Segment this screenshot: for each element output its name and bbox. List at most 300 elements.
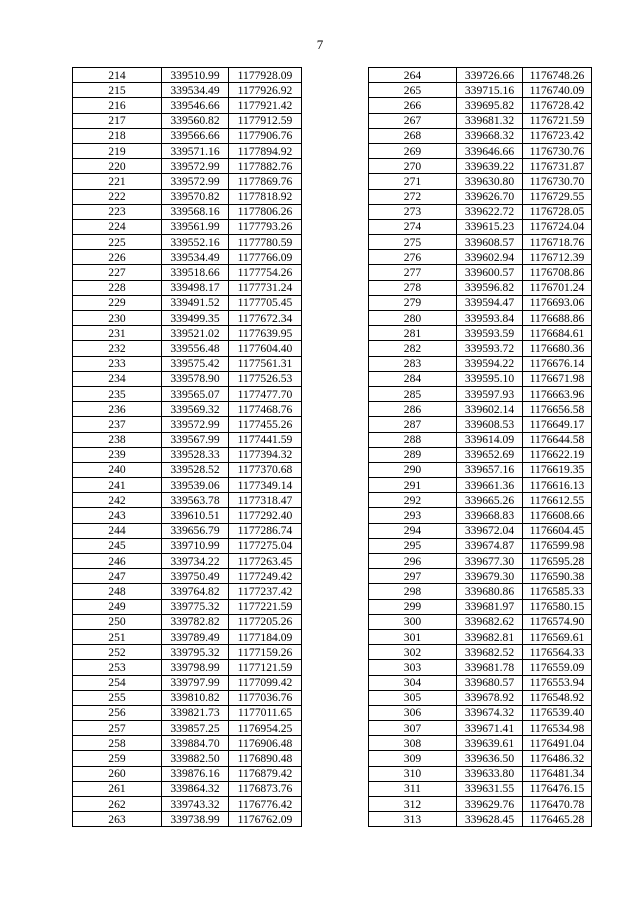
y-coordinate-cell: 1177894.92 [229,143,302,158]
x-coordinate-cell: 339789.49 [162,629,229,644]
table-row [369,599,592,614]
y-coordinate-cell: 1176762.09 [229,812,302,827]
y-coordinate-cell: 1176728.05 [523,204,592,219]
point-number-cell: 255 [73,690,162,705]
point-number-cell: 249 [73,599,162,614]
y-coordinate-cell: 1176906.48 [229,736,302,751]
table-row [73,614,302,629]
point-number-cell: 311 [369,781,457,796]
point-number-cell: 272 [369,189,457,204]
y-coordinate-cell: 1176619.35 [523,462,592,477]
table-row [73,478,302,493]
table-row [369,83,592,98]
x-coordinate-cell: 339821.73 [162,705,229,720]
point-number-cell: 239 [73,447,162,462]
x-coordinate-cell: 339661.36 [457,478,523,493]
y-coordinate-cell: 1177249.42 [229,569,302,584]
table-row [369,265,592,280]
y-coordinate-cell: 1177349.14 [229,478,302,493]
point-number-cell: 236 [73,402,162,417]
point-number-cell: 235 [73,386,162,401]
y-coordinate-cell: 1177441.59 [229,432,302,447]
table-row [73,235,302,250]
x-coordinate-cell: 339614.09 [457,432,523,447]
x-coordinate-cell: 339528.33 [162,447,229,462]
table-row [73,508,302,523]
table-row [73,447,302,462]
x-coordinate-cell: 339600.57 [457,265,523,280]
table-row [73,280,302,295]
y-coordinate-cell: 1176873.76 [229,781,302,796]
table-row [73,721,302,736]
x-coordinate-cell: 339602.94 [457,250,523,265]
coordinates-table-right [368,67,592,827]
table-row [369,584,592,599]
table-row [73,295,302,310]
point-number-cell: 223 [73,204,162,219]
x-coordinate-cell: 339682.81 [457,629,523,644]
table-row [73,599,302,614]
point-number-cell: 292 [369,493,457,508]
table-row [369,235,592,250]
table-row [73,538,302,553]
point-number-cell: 254 [73,675,162,690]
x-coordinate-cell: 339710.99 [162,538,229,553]
x-coordinate-cell: 339657.16 [457,462,523,477]
point-number-cell: 250 [73,614,162,629]
point-number-cell: 277 [369,265,457,280]
y-coordinate-cell: 1177780.59 [229,235,302,250]
table-row [73,219,302,234]
coordinates-table-left-body [73,68,302,827]
table-row [73,660,302,675]
y-coordinate-cell: 1176574.90 [523,614,592,629]
y-coordinate-cell: 1177263.45 [229,554,302,569]
point-number-cell: 291 [369,478,457,493]
point-number-cell: 222 [73,189,162,204]
x-coordinate-cell: 339629.76 [457,797,523,812]
table-row [369,721,592,736]
x-coordinate-cell: 339674.32 [457,705,523,720]
x-coordinate-cell: 339681.97 [457,599,523,614]
x-coordinate-cell: 339630.80 [457,174,523,189]
x-coordinate-cell: 339636.50 [457,751,523,766]
y-coordinate-cell: 1177906.76 [229,128,302,143]
x-coordinate-cell: 339738.99 [162,812,229,827]
x-coordinate-cell: 339518.66 [162,265,229,280]
point-number-cell: 267 [369,113,457,128]
y-coordinate-cell: 1176604.45 [523,523,592,538]
table-row [369,341,592,356]
table-row [73,402,302,417]
point-number-cell: 248 [73,584,162,599]
y-coordinate-cell: 1176569.61 [523,629,592,644]
y-coordinate-cell: 1176553.94 [523,675,592,690]
point-number-cell: 219 [73,143,162,158]
point-number-cell: 216 [73,98,162,113]
x-coordinate-cell: 339695.82 [457,98,523,113]
x-coordinate-cell: 339681.32 [457,113,523,128]
table-row [369,280,592,295]
x-coordinate-cell: 339556.48 [162,341,229,356]
table-row [369,174,592,189]
point-number-cell: 244 [73,523,162,538]
point-number-cell: 307 [369,721,457,736]
x-coordinate-cell: 339593.84 [457,311,523,326]
x-coordinate-cell: 339498.17 [162,280,229,295]
y-coordinate-cell: 1176548.92 [523,690,592,705]
table-row [369,812,592,827]
x-coordinate-cell: 339567.99 [162,432,229,447]
table-row [73,797,302,812]
point-number-cell: 215 [73,83,162,98]
point-number-cell: 252 [73,645,162,660]
y-coordinate-cell: 1177793.26 [229,219,302,234]
y-coordinate-cell: 1176612.55 [523,493,592,508]
table-row [73,189,302,204]
table-row [369,629,592,644]
y-coordinate-cell: 1177561.31 [229,356,302,371]
point-number-cell: 214 [73,68,162,83]
y-coordinate-cell: 1176684.61 [523,326,592,341]
x-coordinate-cell: 339639.22 [457,159,523,174]
y-coordinate-cell: 1176879.42 [229,766,302,781]
table-row [369,523,592,538]
y-coordinate-cell: 1176671.98 [523,371,592,386]
point-number-cell: 227 [73,265,162,280]
table-row [73,523,302,538]
y-coordinate-cell: 1176728.42 [523,98,592,113]
y-coordinate-cell: 1176724.04 [523,219,592,234]
x-coordinate-cell: 339608.57 [457,235,523,250]
y-coordinate-cell: 1176476.15 [523,781,592,796]
y-coordinate-cell: 1177604.40 [229,341,302,356]
point-number-cell: 221 [73,174,162,189]
table-row [369,98,592,113]
x-coordinate-cell: 339668.83 [457,508,523,523]
y-coordinate-cell: 1176730.76 [523,143,592,158]
point-number-cell: 278 [369,280,457,295]
y-coordinate-cell: 1176481.34 [523,766,592,781]
x-coordinate-cell: 339534.49 [162,83,229,98]
table-row [73,68,302,83]
y-coordinate-cell: 1176622.19 [523,447,592,462]
x-coordinate-cell: 339552.16 [162,235,229,250]
y-coordinate-cell: 1176599.98 [523,538,592,553]
table-row [369,538,592,553]
x-coordinate-cell: 339622.72 [457,204,523,219]
point-number-cell: 242 [73,493,162,508]
table-row [73,98,302,113]
x-coordinate-cell: 339764.82 [162,584,229,599]
x-coordinate-cell: 339593.59 [457,326,523,341]
table-row [369,250,592,265]
table-row [369,462,592,477]
y-coordinate-cell: 1177754.26 [229,265,302,280]
x-coordinate-cell: 339499.35 [162,311,229,326]
x-coordinate-cell: 339633.80 [457,766,523,781]
table-row [73,705,302,720]
point-number-cell: 256 [73,705,162,720]
point-number-cell: 276 [369,250,457,265]
point-number-cell: 260 [73,766,162,781]
table-row [73,386,302,401]
y-coordinate-cell: 1177455.26 [229,417,302,432]
point-number-cell: 284 [369,371,457,386]
y-coordinate-cell: 1177099.42 [229,675,302,690]
x-coordinate-cell: 339681.78 [457,660,523,675]
x-coordinate-cell: 339597.93 [457,386,523,401]
table-row [369,295,592,310]
point-number-cell: 299 [369,599,457,614]
y-coordinate-cell: 1177318.47 [229,493,302,508]
y-coordinate-cell: 1176701.24 [523,280,592,295]
y-coordinate-cell: 1177184.09 [229,629,302,644]
table-row [369,311,592,326]
x-coordinate-cell: 339782.82 [162,614,229,629]
y-coordinate-cell: 1177928.09 [229,68,302,83]
x-coordinate-cell: 339682.52 [457,645,523,660]
point-number-cell: 306 [369,705,457,720]
table-row [73,766,302,781]
x-coordinate-cell: 339570.82 [162,189,229,204]
point-number-cell: 312 [369,797,457,812]
y-coordinate-cell: 1176534.98 [523,721,592,736]
table-row [369,432,592,447]
point-number-cell: 247 [73,569,162,584]
y-coordinate-cell: 1176890.48 [229,751,302,766]
y-coordinate-cell: 1176729.55 [523,189,592,204]
y-coordinate-cell: 1177159.26 [229,645,302,660]
point-number-cell: 293 [369,508,457,523]
x-coordinate-cell: 339680.86 [457,584,523,599]
x-coordinate-cell: 339566.66 [162,128,229,143]
x-coordinate-cell: 339682.62 [457,614,523,629]
table-row [369,386,592,401]
x-coordinate-cell: 339795.32 [162,645,229,660]
table-row [369,447,592,462]
table-row [73,326,302,341]
y-coordinate-cell: 1176585.33 [523,584,592,599]
y-coordinate-cell: 1177011.65 [229,705,302,720]
y-coordinate-cell: 1177818.92 [229,189,302,204]
x-coordinate-cell: 339594.22 [457,356,523,371]
x-coordinate-cell: 339568.16 [162,204,229,219]
y-coordinate-cell: 1177921.42 [229,98,302,113]
table-row [73,204,302,219]
point-number-cell: 281 [369,326,457,341]
y-coordinate-cell: 1177121.59 [229,660,302,675]
point-number-cell: 258 [73,736,162,751]
table-row [369,690,592,705]
y-coordinate-cell: 1176491.04 [523,736,592,751]
x-coordinate-cell: 339578.90 [162,371,229,386]
point-number-cell: 217 [73,113,162,128]
x-coordinate-cell: 339639.61 [457,736,523,751]
x-coordinate-cell: 339857.25 [162,721,229,736]
x-coordinate-cell: 339680.57 [457,675,523,690]
table-row [73,250,302,265]
point-number-cell: 287 [369,417,457,432]
point-number-cell: 313 [369,812,457,827]
table-row [369,128,592,143]
x-coordinate-cell: 339884.70 [162,736,229,751]
y-coordinate-cell: 1176730.70 [523,174,592,189]
table-row [73,493,302,508]
table-row [369,159,592,174]
y-coordinate-cell: 1176731.87 [523,159,592,174]
table-row [369,204,592,219]
table-row [369,402,592,417]
x-coordinate-cell: 339668.32 [457,128,523,143]
point-number-cell: 264 [369,68,457,83]
table-row [369,645,592,660]
point-number-cell: 298 [369,584,457,599]
table-row [73,462,302,477]
table-row [369,781,592,796]
point-number-cell: 237 [73,417,162,432]
point-number-cell: 229 [73,295,162,310]
y-coordinate-cell: 1177477.70 [229,386,302,401]
x-coordinate-cell: 339491.52 [162,295,229,310]
y-coordinate-cell: 1177286.74 [229,523,302,538]
y-coordinate-cell: 1177292.40 [229,508,302,523]
y-coordinate-cell: 1177926.92 [229,83,302,98]
x-coordinate-cell: 339608.53 [457,417,523,432]
point-number-cell: 269 [369,143,457,158]
table-row [369,219,592,234]
point-number-cell: 280 [369,311,457,326]
x-coordinate-cell: 339677.30 [457,554,523,569]
table-row [73,128,302,143]
y-coordinate-cell: 1177275.04 [229,538,302,553]
y-coordinate-cell: 1177468.76 [229,402,302,417]
table-row [369,660,592,675]
point-number-cell: 238 [73,432,162,447]
point-number-cell: 271 [369,174,457,189]
x-coordinate-cell: 339593.72 [457,341,523,356]
y-coordinate-cell: 1176723.42 [523,128,592,143]
x-coordinate-cell: 339743.32 [162,797,229,812]
table-row [369,751,592,766]
table-row [73,356,302,371]
point-number-cell: 218 [73,128,162,143]
y-coordinate-cell: 1176708.86 [523,265,592,280]
point-number-cell: 303 [369,660,457,675]
x-coordinate-cell: 339594.47 [457,295,523,310]
x-coordinate-cell: 339672.04 [457,523,523,538]
table-row [369,356,592,371]
table-row [369,554,592,569]
point-number-cell: 245 [73,538,162,553]
x-coordinate-cell: 339534.49 [162,250,229,265]
table-row [73,143,302,158]
y-coordinate-cell: 1176470.78 [523,797,592,812]
point-number-cell: 266 [369,98,457,113]
y-coordinate-cell: 1177882.76 [229,159,302,174]
y-coordinate-cell: 1176680.36 [523,341,592,356]
table-row [369,143,592,158]
point-number-cell: 261 [73,781,162,796]
coordinates-table-right-body [369,68,592,827]
y-coordinate-cell: 1176590.38 [523,569,592,584]
y-coordinate-cell: 1176718.76 [523,235,592,250]
x-coordinate-cell: 339615.23 [457,219,523,234]
point-number-cell: 302 [369,645,457,660]
y-coordinate-cell: 1176721.59 [523,113,592,128]
point-number-cell: 279 [369,295,457,310]
x-coordinate-cell: 339674.87 [457,538,523,553]
x-coordinate-cell: 339628.45 [457,812,523,827]
point-number-cell: 297 [369,569,457,584]
x-coordinate-cell: 339572.99 [162,159,229,174]
table-row [73,341,302,356]
table-row [369,705,592,720]
table-row [369,569,592,584]
x-coordinate-cell: 339539.06 [162,478,229,493]
y-coordinate-cell: 1177036.76 [229,690,302,705]
point-number-cell: 294 [369,523,457,538]
x-coordinate-cell: 339626.70 [457,189,523,204]
point-number-cell: 273 [369,204,457,219]
x-coordinate-cell: 339882.50 [162,751,229,766]
point-number-cell: 290 [369,462,457,477]
x-coordinate-cell: 339563.78 [162,493,229,508]
point-number-cell: 262 [73,797,162,812]
table-row [369,68,592,83]
x-coordinate-cell: 339726.66 [457,68,523,83]
x-coordinate-cell: 339528.52 [162,462,229,477]
table-row [369,326,592,341]
point-number-cell: 243 [73,508,162,523]
x-coordinate-cell: 339810.82 [162,690,229,705]
y-coordinate-cell: 1176676.14 [523,356,592,371]
table-row [369,493,592,508]
x-coordinate-cell: 339546.66 [162,98,229,113]
table-row [369,766,592,781]
table-row [369,675,592,690]
x-coordinate-cell: 339734.22 [162,554,229,569]
y-coordinate-cell: 1176486.32 [523,751,592,766]
point-number-cell: 286 [369,402,457,417]
point-number-cell: 283 [369,356,457,371]
x-coordinate-cell: 339602.14 [457,402,523,417]
y-coordinate-cell: 1176564.33 [523,645,592,660]
point-number-cell: 231 [73,326,162,341]
y-coordinate-cell: 1176776.42 [229,797,302,812]
table-row [73,554,302,569]
x-coordinate-cell: 339561.99 [162,219,229,234]
table-row [73,371,302,386]
point-number-cell: 257 [73,721,162,736]
x-coordinate-cell: 339575.42 [162,356,229,371]
y-coordinate-cell: 1177912.59 [229,113,302,128]
point-number-cell: 309 [369,751,457,766]
y-coordinate-cell: 1176748.26 [523,68,592,83]
x-coordinate-cell: 339569.32 [162,402,229,417]
y-coordinate-cell: 1177731.24 [229,280,302,295]
table-row [369,189,592,204]
point-number-cell: 295 [369,538,457,553]
point-number-cell: 289 [369,447,457,462]
y-coordinate-cell: 1177869.76 [229,174,302,189]
table-row [369,113,592,128]
table-row [369,417,592,432]
point-number-cell: 263 [73,812,162,827]
y-coordinate-cell: 1177205.26 [229,614,302,629]
y-coordinate-cell: 1177806.26 [229,204,302,219]
x-coordinate-cell: 339596.82 [457,280,523,295]
